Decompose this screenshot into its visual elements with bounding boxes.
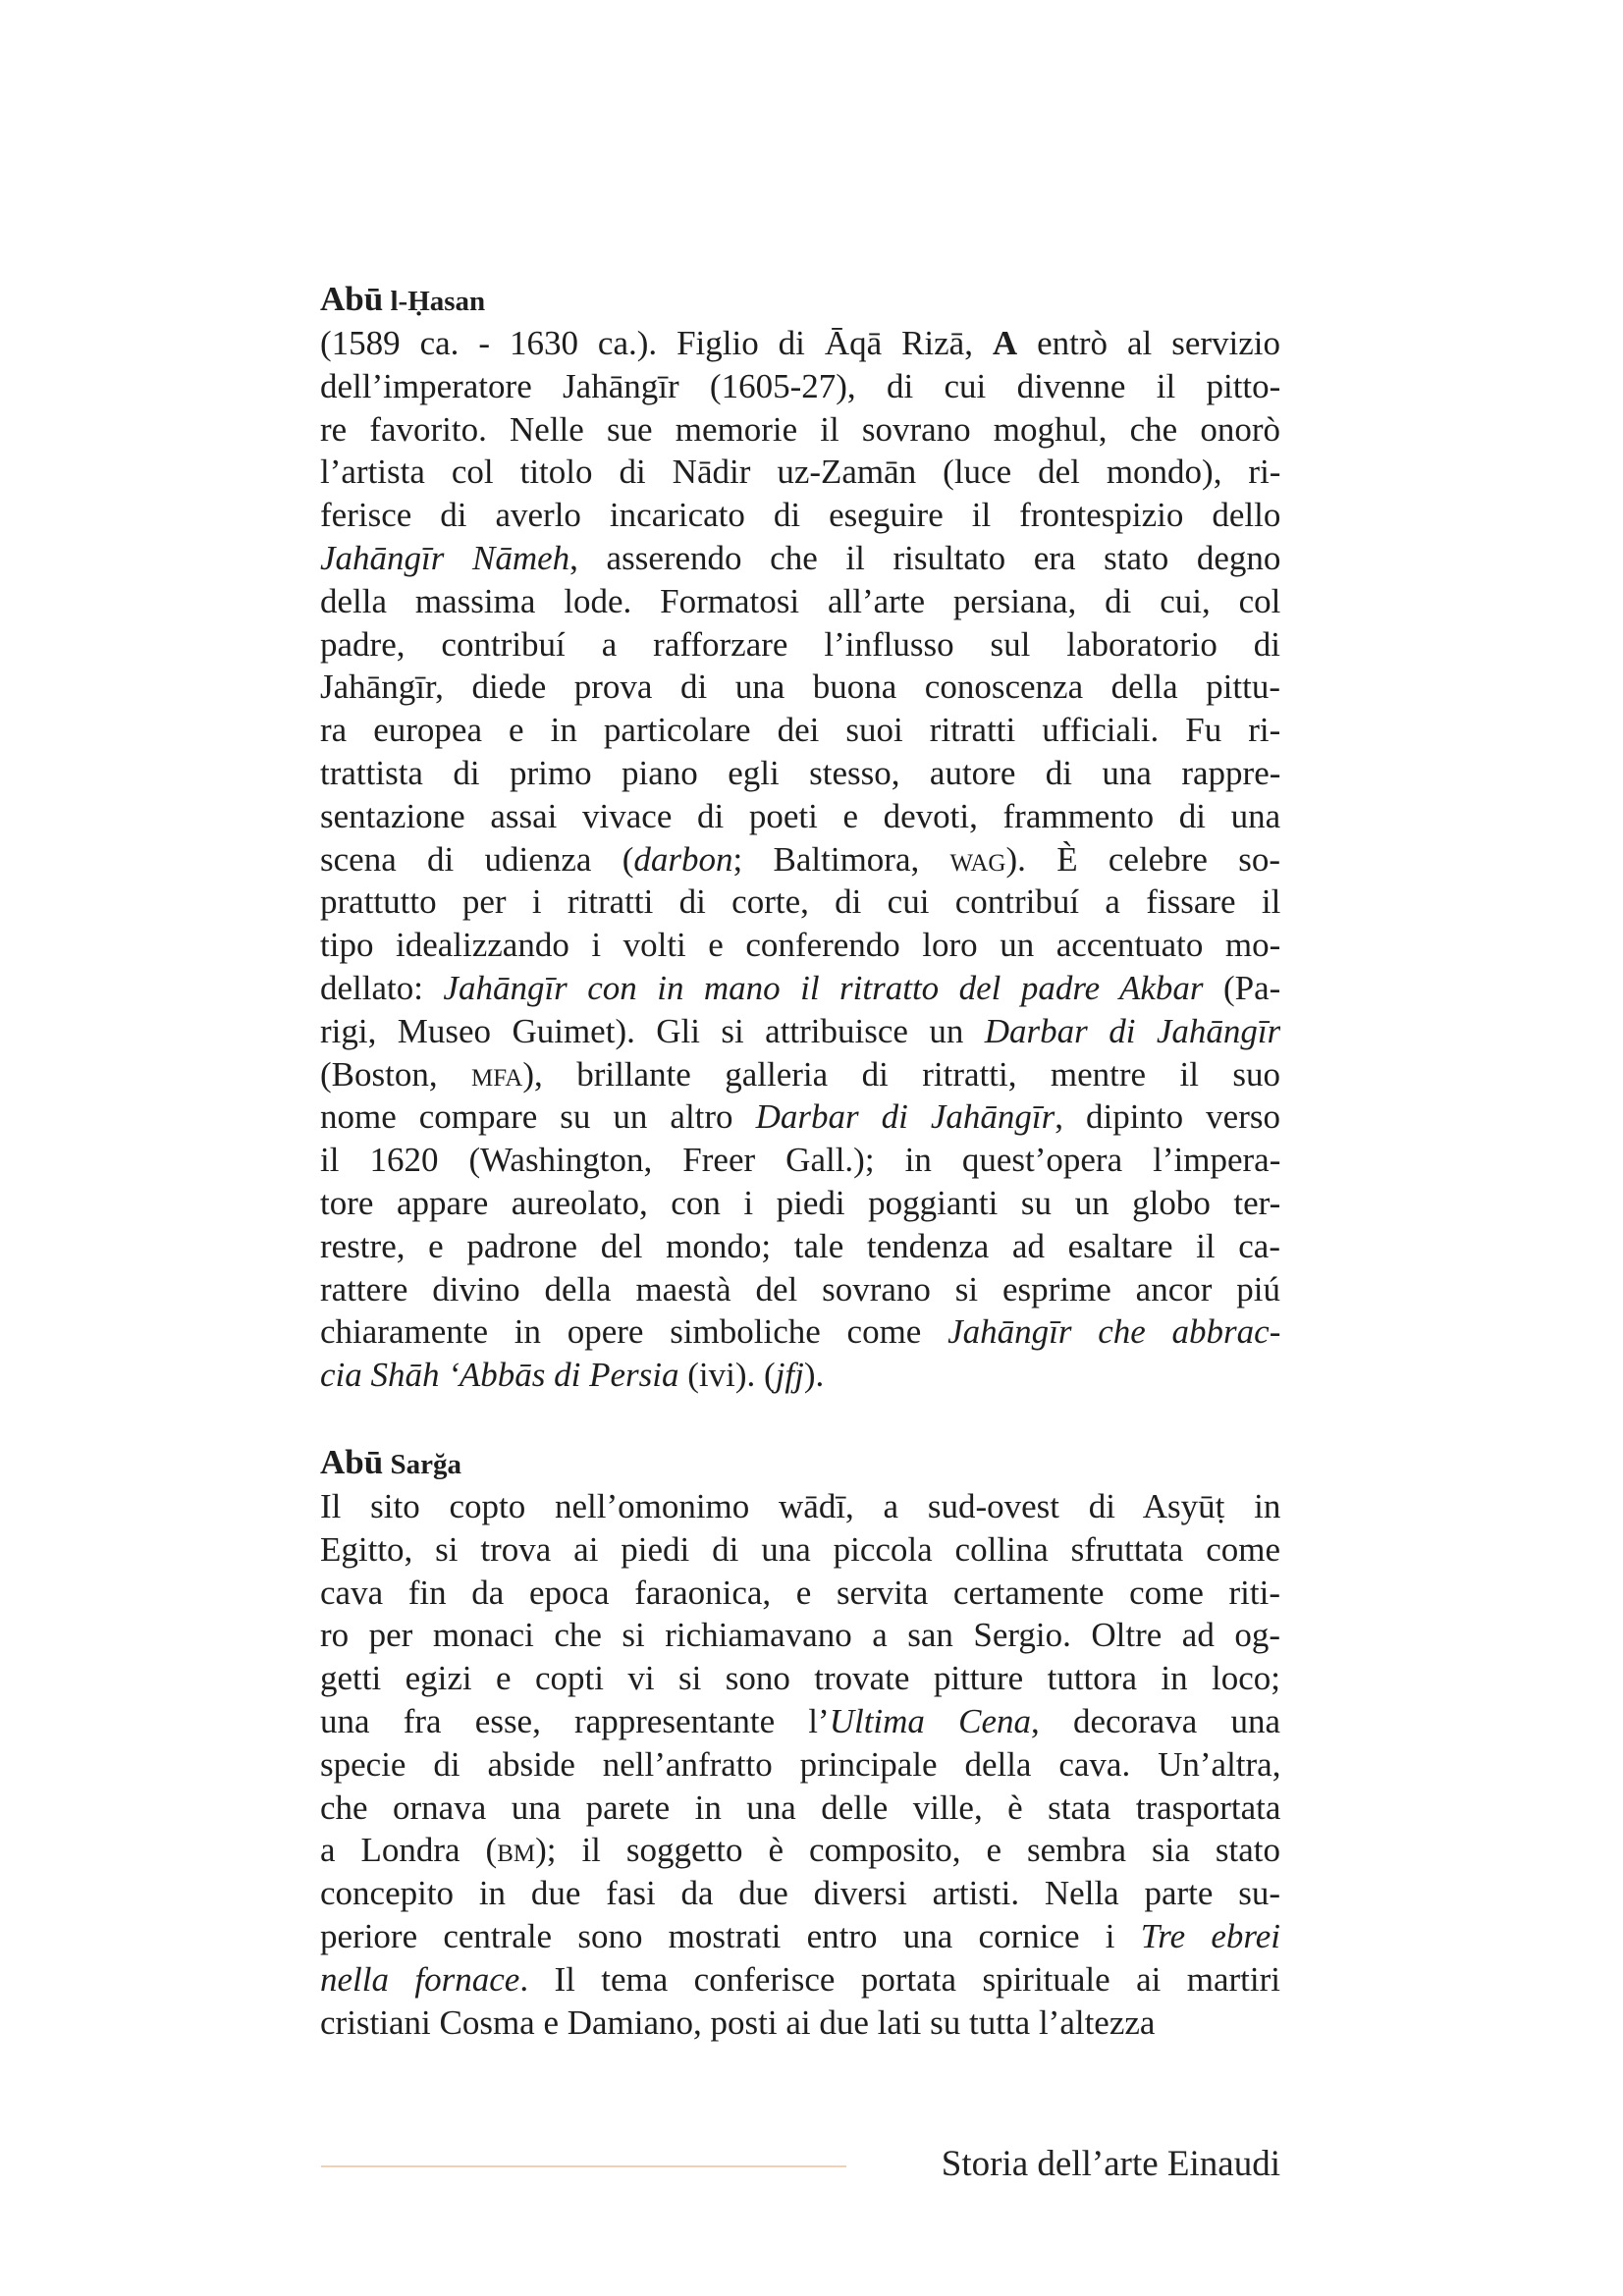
italic-title: Ultima Cena	[829, 1701, 1031, 1740]
abbreviation: wag	[949, 839, 1006, 879]
text-segment: A	[992, 324, 1018, 362]
italic-title: Tre ebrei	[1140, 1916, 1280, 1955]
text-segment: (Boston,	[320, 1054, 472, 1094]
text-line	[320, 2002, 1280, 2045]
text-segment: sentazione assai vivace di poeti e devoti, frammento di una	[320, 796, 1280, 835]
italic-title: jfj	[775, 1356, 804, 1395]
text-line	[320, 451, 1280, 494]
headword-part: Sarğa	[383, 1449, 461, 1480]
text-segment: , asserendo che il risultato era stato degno	[569, 538, 1280, 577]
text-line	[320, 1872, 1280, 1915]
text-segment: a Londra (	[320, 1831, 498, 1870]
text-line	[320, 752, 1280, 795]
entry-headword	[320, 277, 1280, 322]
text-line	[320, 365, 1280, 408]
text-line	[320, 408, 1280, 452]
italic-title: Jahāngīr con in mano il ritratto del padre Akbar	[443, 968, 1204, 1007]
text-line	[320, 1010, 1280, 1053]
text-line	[320, 623, 1280, 667]
italic-title: nella fornace	[320, 1959, 520, 1999]
text-segment: nome compare su un altro	[320, 1097, 756, 1137]
headword-part: Ḥ	[407, 286, 430, 317]
text-segment: dell’imperatore Jahāngīr (1605-27), di cui divenne il pitto-	[320, 366, 1280, 405]
text-line	[320, 1182, 1280, 1225]
text-line	[320, 1572, 1280, 1615]
text-segment: che ornava una parete in una delle ville, è stata trasportata	[320, 1788, 1280, 1827]
text-line	[320, 1053, 1280, 1096]
text-segment: prattutto per i ritratti di corte, di cui contribuí a fissare il	[320, 882, 1280, 922]
entry-abu-l-hasan	[320, 277, 1280, 1397]
entry-body	[320, 1485, 1280, 2044]
footer-publisher-title: Storia dell’arte Einaudi	[941, 2144, 1280, 2184]
text-line	[320, 1700, 1280, 1743]
text-segment: Jahāngīr, diede prova di una buona conoscenza della pittu-	[320, 667, 1280, 707]
text-segment: , decorava una	[1031, 1701, 1280, 1740]
text-segment: rigi, Museo Guimet). Gli si attribuisce un	[320, 1011, 985, 1050]
text-line	[320, 1915, 1280, 1958]
text-segment: dellato:	[320, 968, 444, 1007]
headword-part: asan	[429, 286, 486, 317]
text-line	[320, 1614, 1280, 1657]
text-line	[320, 1829, 1280, 1872]
headword-part: Abū	[320, 1443, 384, 1481]
italic-title: Darbar di Jahāngīr	[755, 1097, 1055, 1137]
text-segment: l’artista col titolo di Nādir uz-Zamān (luce del mondo), ri-	[320, 453, 1280, 492]
text-segment: il 1620 (Washington, Freer Gall.); in quest’opera l’impera-	[320, 1141, 1280, 1180]
text-line	[320, 1657, 1280, 1700]
abbreviation: mfa	[471, 1054, 523, 1094]
entry-body	[320, 322, 1280, 1397]
text-segment: rattere divino della maestà del sovrano si esprime ancor piú	[320, 1269, 1280, 1308]
text-segment: specie di abside nell’anfratto principale della cava. Un’altra,	[320, 1744, 1280, 1784]
footer-rule	[321, 2165, 846, 2167]
text-line	[320, 795, 1280, 838]
text-line	[320, 580, 1280, 623]
text-segment: della massima lode. Formatosi all’arte persiana, di cui, col	[320, 581, 1280, 620]
text-segment: re favorito. Nelle sue memorie il sovrano moghul, che onorò	[320, 409, 1280, 449]
entry-abu-sarga	[320, 1440, 1280, 2044]
text-line	[320, 1095, 1280, 1139]
text-line	[320, 1225, 1280, 1268]
text-line	[320, 1354, 1280, 1397]
text-segment: chiaramente in opere simboliche come	[320, 1312, 948, 1352]
text-line	[320, 838, 1280, 881]
italic-title: Darbar di Jahāngīr	[984, 1011, 1280, 1050]
text-line	[320, 1958, 1280, 2002]
text-segment: ), brillante galleria di ritratti, mentre il suo	[522, 1054, 1280, 1094]
text-segment: ); il soggetto è composito, e sembra sia stato	[535, 1831, 1280, 1870]
text-line	[320, 494, 1280, 537]
headword-part: Abū	[320, 280, 384, 318]
text-line	[320, 1139, 1280, 1182]
text-line	[320, 1485, 1280, 1528]
text-segment: (Pa-	[1203, 968, 1280, 1007]
text-segment: tipo idealizzando i volti e conferendo loro un accentuato mo-	[320, 926, 1280, 965]
text-segment: , dipinto verso	[1055, 1097, 1280, 1137]
text-line	[320, 967, 1280, 1010]
text-segment: getti egizi e copti vi si sono trovate pitture tuttora in loco;	[320, 1659, 1280, 1698]
text-segment: Il sito copto nell’omonimo wādī, a sud-ovest di Asyūṭ in	[320, 1487, 1280, 1525]
text-segment: ro per monaci che si richiamavano a san Sergio. Oltre ad og-	[320, 1616, 1280, 1655]
text-segment: entrò al servizio	[1017, 324, 1280, 362]
italic-title: cia Shāh ‘Abbās di Persia	[320, 1356, 679, 1395]
text-segment: ). È celebre so-	[1005, 839, 1280, 879]
text-segment: scena di udienza (	[320, 839, 634, 879]
text-segment: (1589 ca. - 1630 ca.). Figlio di Āqā Rizā,	[320, 324, 993, 362]
text-line	[320, 1310, 1280, 1354]
text-segment: restre, e padrone del mondo; tale tendenza ad esaltare il ca-	[320, 1226, 1280, 1265]
text-segment: trattista di primo piano egli stesso, autore di una rappre-	[320, 753, 1280, 792]
text-line	[320, 1528, 1280, 1572]
text-segment: cristiani Cosma e Damiano, posti ai due lati su tutta l’altezza	[320, 2002, 1156, 2042]
text-segment: padre, contribuí a rafforzare l’influsso sul laboratorio di	[320, 624, 1280, 664]
text-line	[320, 1268, 1280, 1311]
text-segment: concepito in due fasi da due diversi artisti. Nella parte su-	[320, 1874, 1280, 1913]
italic-title: Jahāngīr Nāmeh	[320, 538, 570, 577]
text-line	[320, 322, 1280, 365]
text-segment: una fra esse, rappresentante l’	[320, 1701, 830, 1740]
headword-part: l-	[383, 286, 408, 317]
text-segment: Egitto, si trova ai piedi di una piccola collina sfruttata come	[320, 1529, 1280, 1569]
text-segment: ; Baltimora,	[732, 839, 950, 879]
text-line	[320, 1787, 1280, 1830]
text-segment: cava fin da epoca faraonica, e servita certamente come riti-	[320, 1573, 1280, 1612]
text-segment: periore centrale sono mostrati entro una cornice i	[320, 1916, 1141, 1955]
text-segment: (ivi). (	[678, 1356, 776, 1395]
italic-title: Jahāngīr che abbrac-	[947, 1312, 1280, 1352]
text-segment: tore appare aureolato, con i piedi poggianti su un globo ter-	[320, 1183, 1280, 1222]
text-segment: ra europea e in particolare dei suoi ritratti ufficiali. Fu ri-	[320, 711, 1280, 750]
text-line	[320, 709, 1280, 752]
text-segment: . Il tema conferisce portata spirituale ai martiri	[519, 1959, 1280, 1999]
text-line	[320, 881, 1280, 924]
entry-headword	[320, 1440, 1280, 1485]
abbreviation: bm	[497, 1831, 536, 1870]
text-segment: ferisce di averlo incaricato di eseguire il frontespizio dello	[320, 496, 1280, 535]
text-line	[320, 666, 1280, 709]
italic-title: darbon	[633, 839, 733, 879]
text-line	[320, 924, 1280, 967]
text-line	[320, 537, 1280, 580]
text-line	[320, 1743, 1280, 1787]
text-segment: ).	[803, 1356, 825, 1395]
